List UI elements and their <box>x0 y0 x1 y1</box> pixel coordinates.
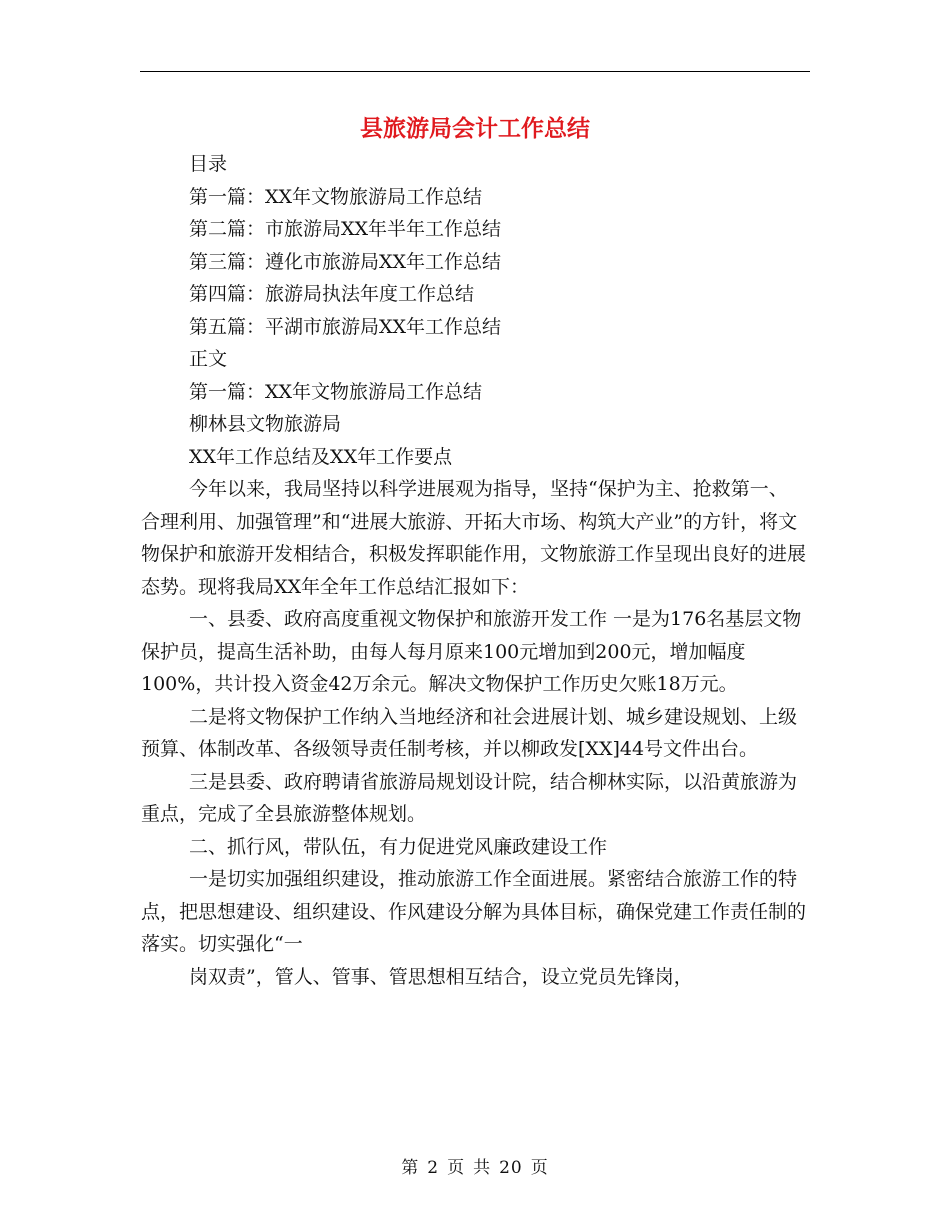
footer-word: 第 <box>401 1158 420 1178</box>
toc-heading: 目录 <box>189 153 228 175</box>
toc-item-1: 第一篇：XX年文物旅游局工作总结 <box>189 185 483 208</box>
section-heading-2: 二、抓行风，带队伍，有力促进党风廉政建设工作 <box>189 835 608 858</box>
toc-item-5: 第五篇：平湖市旅游局XX年工作总结 <box>189 315 502 338</box>
body-heading: 正文 <box>189 348 228 370</box>
footer-word: 页 <box>447 1158 466 1178</box>
toc-item-2: 第二篇：市旅游局XX年半年工作总结 <box>189 218 502 240</box>
paragraph-item-3: 三是县委、政府聘请省旅游局规划设计院，结合柳林实际，以沿黄旅游为重点，完成了全县旅游整体规划。 <box>141 770 798 825</box>
footer-word: 页 <box>530 1158 549 1178</box>
toc-item-3: 第三篇：遵化市旅游局XX年工作总结 <box>189 250 502 273</box>
total-pages: 20 <box>499 1158 523 1178</box>
organization-name: 柳林县文物旅游局 <box>189 413 342 435</box>
paragraph-org-building: 一是切实加强组织建设，推动旅游工作全面进展。紧密结合旅游工作的特点，把思想建设、组织建设、作风建设分解为具体目标，确保党建工作责任制的落实。切实强化“一 <box>141 868 807 955</box>
page-footer <box>0 1153 950 1178</box>
page-number: 2 <box>427 1158 440 1178</box>
footer-word: 共 <box>473 1158 492 1178</box>
toc-item-4: 第四篇：旅游局执法年度工作总结 <box>189 283 475 305</box>
document-body <box>141 148 806 993</box>
paragraph-section-1: 一、县委、政府高度重视文物保护和旅游开发工作 一是为176名基层文物保护员，提高生活补助，由每人每月原来100元增加到200元，增加幅度100%，共计投入资金42万余元。解决文物保护工作历史欠账18万元。 <box>141 608 802 695</box>
document-title: 县旅游局会计工作总结 <box>360 115 590 142</box>
paragraph-item-2: 二是将文物保护工作纳入当地经济和社会进展计划、城乡建设规划、上级预算、体制改革、各级领导责任制考核，并以柳政发[XX]44号文件出台。 <box>141 705 798 760</box>
paragraph-intro: 今年以来，我局坚持以科学进展观为指导，坚持“保护为主、抢救第一、合理利用、加强管理”和“进展大旅游、开拓大市场、构筑大产业”的方针，将文物保护和旅游开发相结合，积极发挥职能作用，文物旅游工作呈现出良好的进展态势。现将我局XX年全年工作总结汇报如下： <box>141 478 807 598</box>
paragraph-continuation: 岗双责”，管人、管事、管思想相互结合，设立党员先锋岗， <box>189 965 693 988</box>
report-subtitle: XX年工作总结及XX年工作要点 <box>189 445 453 468</box>
section-title: 第一篇：XX年文物旅游局工作总结 <box>189 380 483 403</box>
header-rule <box>140 71 810 72</box>
